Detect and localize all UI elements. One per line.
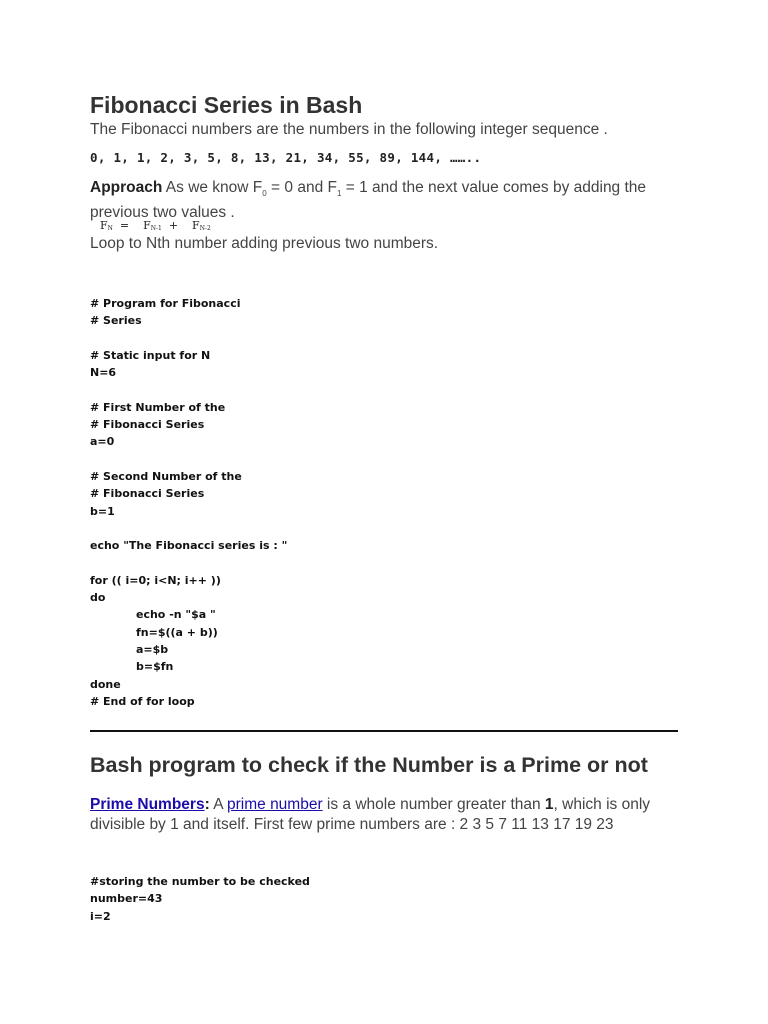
formula-subscript: N-1 (150, 225, 162, 232)
code-line: # Second Number of the (90, 469, 242, 483)
code-line: a=0 (90, 435, 115, 449)
code-line: # Series (90, 314, 142, 328)
approach-paragraph (90, 178, 675, 222)
loop-description: Loop to Nth number adding previous two numbers. (90, 235, 439, 252)
prime-number-link[interactable]: prime number (227, 796, 323, 813)
code-line: # Static input for N (90, 348, 211, 362)
code-line: echo "The Fibonacci series is : " (90, 539, 288, 553)
code-line: N=6 (90, 366, 117, 380)
approach-text: = 1 and the next value comes by adding the previous two values . (90, 179, 647, 222)
recurrence-formula (100, 219, 211, 232)
formula-subscript: N (107, 225, 113, 232)
code-line: done (90, 677, 121, 691)
prime-code-block (90, 873, 310, 925)
code-line: a=$b (136, 642, 169, 656)
code-line: number=43 (90, 892, 163, 906)
code-line (90, 554, 287, 571)
code-line: b=$fn (136, 660, 174, 674)
fibonacci-sequence: 0, 1, 1, 2, 3, 5, 8, 13, 21, 34, 55, 89, 144, …….. (90, 150, 482, 165)
code-line: # Fibonacci Series (90, 418, 205, 432)
code-line: for (( i=0; i<N; i++ )) (90, 573, 221, 587)
prime-colon: : (204, 796, 210, 813)
formula-subscript: N-2 (199, 225, 211, 232)
approach-label: Approach (90, 179, 163, 196)
fibonacci-intro: The Fibonacci numbers are the numbers in the following integer sequence . (90, 121, 608, 138)
prime-bold-one: 1 (544, 796, 554, 813)
code-line: i=2 (90, 909, 111, 923)
code-line: # Fibonacci Series (90, 487, 205, 501)
formula-equals: = (112, 219, 144, 232)
code-line (90, 330, 287, 347)
fibonacci-code-block (90, 295, 287, 710)
approach-text: = 0 and F (266, 179, 337, 196)
code-line: echo -n "$a " (136, 608, 216, 622)
code-line: # Program for Fibonacci (90, 297, 241, 310)
prime-text: is a whole number greater than (322, 796, 545, 813)
f1-subscript: 1 (336, 189, 342, 199)
formula-term: F (143, 219, 151, 232)
fibonacci-heading: Fibonacci Series in Bash (90, 92, 363, 118)
code-line (90, 520, 287, 537)
section-divider (90, 730, 678, 732)
prime-heading: Bash program to check if the Number is a Prime or not (90, 753, 648, 777)
code-line: fn=$((a + b)) (136, 625, 218, 639)
code-line (90, 451, 287, 468)
approach-text: As we know F (162, 179, 263, 196)
prime-text: A (209, 796, 227, 813)
prime-numbers-link[interactable]: Prime Numbers (90, 796, 205, 813)
code-line: #storing the number to be checked (90, 875, 310, 888)
prime-paragraph (90, 795, 678, 834)
code-line: do (90, 591, 106, 605)
code-line (90, 381, 287, 398)
code-line: # End of for loop (90, 694, 195, 708)
formula-term: F (100, 219, 108, 232)
code-line: b=1 (90, 504, 115, 518)
prime-text: , which is only divisible by 1 and itself. First few prime numbers are : 2 3 5 7 11 13 17 19 23 (90, 796, 651, 833)
code-line: # First Number of the (90, 400, 226, 414)
formula-term: F (192, 219, 200, 232)
f0-subscript: 0 (262, 189, 267, 199)
formula-plus: + (161, 219, 193, 232)
